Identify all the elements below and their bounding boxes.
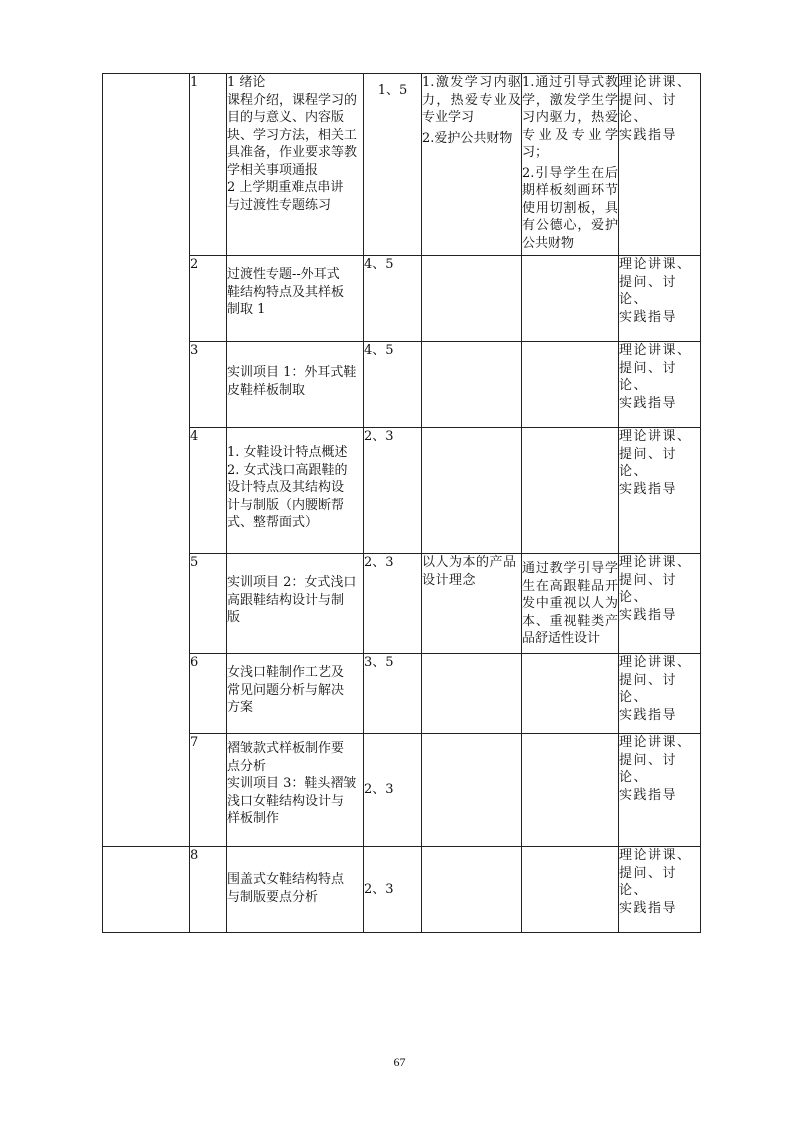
ideology-point: 1.激发学习内驱力，热爱专业及专业学习 — [422, 75, 521, 125]
integration-cell — [522, 847, 619, 933]
ideology-cell — [422, 654, 522, 734]
week-number: 4 — [190, 428, 227, 554]
method-line: 理论讲课、 — [619, 655, 692, 670]
hours-cell: 2、3 — [364, 734, 422, 847]
method-line: 提问、讨论、 — [619, 572, 678, 605]
topic-cell — [227, 342, 364, 428]
week-number: 6 — [190, 654, 227, 734]
hours-cell: 3、5 — [364, 654, 422, 734]
topic-cell — [227, 428, 364, 554]
method-line: 实践指导 — [619, 707, 678, 723]
hours-cell: 2、3 — [364, 847, 422, 933]
topic-cell — [227, 734, 364, 847]
topic-line: 浅口女鞋结构设计与 — [227, 793, 345, 809]
week-number: 5 — [190, 554, 227, 654]
week-number: 1 — [190, 74, 227, 256]
method-line: 理论讲课、 — [619, 848, 692, 863]
integration-cell — [522, 342, 619, 428]
method-line: 实践指导 — [619, 607, 678, 623]
method-line: 理论讲课、 — [619, 257, 692, 272]
topic-line: 与制版要点分析 — [227, 889, 319, 905]
topic-line: 学相关事项通报 — [227, 162, 319, 178]
topic-line: 课程介绍，课程学习的 — [227, 92, 358, 108]
table-row — [103, 734, 701, 847]
method-line: 实践指导 — [619, 127, 678, 143]
unit-cell — [103, 847, 190, 933]
topic-line: 高跟鞋结构设计与制 — [227, 592, 345, 608]
page-number: 67 — [393, 1055, 406, 1069]
week-number: 7 — [190, 734, 227, 847]
topic-line: 围盖式女鞋结构特点 — [227, 872, 345, 887]
method-line: 实践指导 — [619, 787, 678, 803]
method-line: 实践指导 — [619, 395, 678, 411]
ideology-cell — [422, 342, 522, 428]
ideology-cell — [422, 428, 522, 554]
method-line: 实践指导 — [619, 309, 678, 325]
method-line: 理论讲课、 — [619, 75, 692, 90]
week-number: 2 — [190, 256, 227, 342]
ideology-cell — [422, 847, 522, 933]
method-cell — [619, 847, 701, 933]
topic-cell — [227, 74, 364, 256]
hours-cell: 4、5 — [364, 256, 422, 342]
method-line: 理论讲课、 — [619, 555, 692, 570]
topic-line: 式、整帮面式） — [227, 515, 319, 530]
integration-cell — [522, 654, 619, 734]
topic-cell — [227, 847, 364, 933]
table-row — [103, 74, 701, 256]
course-schedule-table — [102, 73, 701, 933]
integration-cell — [522, 734, 619, 847]
topic-line: 2 上学期重难点串讲 — [227, 180, 344, 195]
topic-line: 设计特点及其结构设 — [227, 480, 345, 495]
topic-line: 实训项目 3：鞋头褶皱 — [227, 776, 357, 791]
method-line: 理论讲课、 — [619, 429, 692, 444]
hours-cell: 1、5 — [364, 74, 422, 256]
method-line: 提问、讨论、 — [619, 752, 678, 785]
method-line: 提问、讨论、 — [619, 672, 678, 705]
ideology-cell — [422, 74, 522, 256]
ideology-cell: 以人为本的产品设计理念 — [422, 554, 522, 654]
integration-cell — [522, 74, 619, 256]
topic-line: 方案 — [227, 700, 254, 715]
method-line: 提问、讨论、 — [619, 865, 678, 898]
integration-point: 1.通过引导式教学，激发学生学习内驱力，热爱专业及专业学习； — [522, 75, 618, 160]
topic-line: 2. 女式浅口高跟鞋的 — [227, 462, 348, 478]
topic-line: 实训项目 2：女式浅口 — [227, 575, 357, 590]
method-cell — [619, 74, 701, 256]
integration-cell — [522, 256, 619, 342]
table-row — [103, 256, 701, 342]
method-line: 提问、讨论、 — [619, 274, 678, 307]
topic-line: 鞋结构特点及其样板 — [227, 284, 345, 300]
method-line: 理论讲课、 — [619, 735, 692, 750]
table-row — [103, 342, 701, 428]
topic-line: 常见问题分析与解决 — [227, 682, 345, 698]
hours-cell: 2、3 — [364, 428, 422, 554]
week-number: 3 — [190, 342, 227, 428]
method-line: 提问、讨论、 — [619, 446, 678, 479]
ideology-cell — [422, 256, 522, 342]
method-line: 提问、讨论、 — [619, 92, 678, 125]
topic-cell — [227, 654, 364, 734]
topic-line: 与过渡性专题练习 — [227, 197, 332, 213]
topic-line: 具准备，作业要求等教 — [227, 145, 358, 160]
method-cell — [619, 554, 701, 654]
unit-cell — [103, 74, 190, 847]
topic-line: 1 绪论 — [227, 75, 266, 90]
topic-line: 块、学习方法，相关工 — [227, 127, 358, 143]
ideology-point: 2.爱护公共财物 — [422, 130, 513, 146]
table-row — [103, 654, 701, 734]
hours-cell: 4、5 — [364, 342, 422, 428]
hours-cell: 2、3 — [364, 554, 422, 654]
method-line: 提问、讨论、 — [619, 360, 678, 393]
table-row — [103, 428, 701, 554]
integration-point: 通过教学引导学生在高跟鞋品开发中重视以人为本、重视鞋类产品舒适性设计 — [522, 561, 618, 646]
table-row — [103, 554, 701, 654]
method-cell — [619, 428, 701, 554]
topic-line: 目的与意义、内容版 — [227, 110, 345, 125]
method-line: 实践指导 — [619, 900, 678, 916]
topic-line: 点分析 — [227, 758, 267, 774]
topic-cell — [227, 256, 364, 342]
topic-line: 计与制版（内腰断帮 — [227, 497, 345, 513]
topic-line: 女浅口鞋制作工艺及 — [227, 665, 345, 680]
method-cell — [619, 734, 701, 847]
topic-line: 过渡性专题--外耳式 — [227, 267, 340, 282]
week-number: 8 — [190, 847, 227, 933]
method-cell — [619, 256, 701, 342]
topic-line: 制取 1 — [227, 302, 266, 317]
ideology-cell — [422, 734, 522, 847]
topic-line: 样板制作 — [227, 811, 280, 826]
table-row — [103, 847, 701, 933]
topic-line: 褶皱款式样板制作要 — [227, 741, 345, 756]
method-line: 实践指导 — [619, 481, 678, 497]
integration-point: 2.引导学生在后期样板刻画环节使用切割板，具有公德心，爱护公共财物 — [522, 165, 618, 251]
schedule-body — [103, 74, 701, 933]
method-line: 理论讲课、 — [619, 343, 692, 358]
method-cell — [619, 654, 701, 734]
topic-line: 皮鞋样板制取 — [227, 382, 306, 398]
topic-line: 实训项目 1：外耳式鞋 — [227, 365, 357, 380]
topic-line: 1. 女鞋设计特点概述 — [227, 445, 348, 460]
integration-cell — [522, 554, 619, 654]
integration-cell — [522, 428, 619, 554]
topic-line: 版 — [227, 610, 241, 625]
method-cell — [619, 342, 701, 428]
topic-cell — [227, 554, 364, 654]
